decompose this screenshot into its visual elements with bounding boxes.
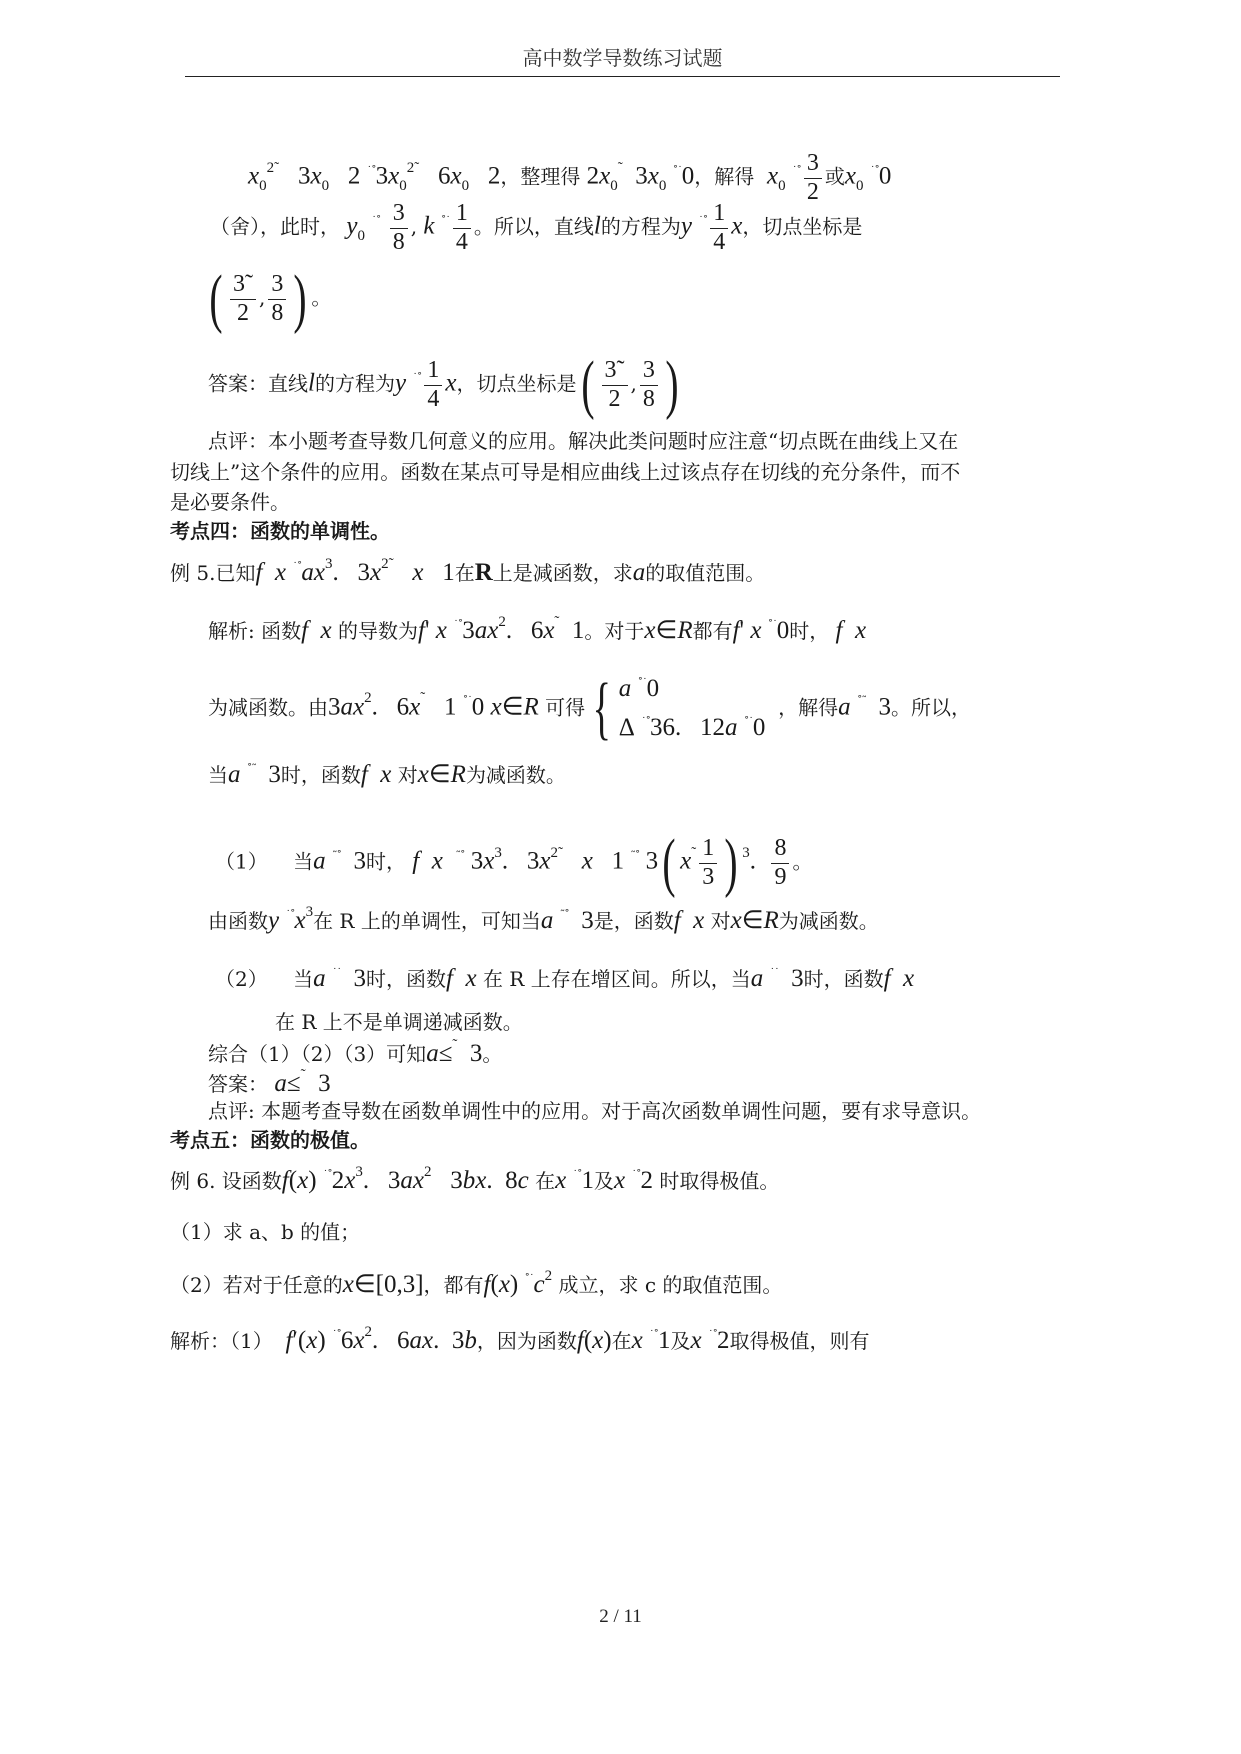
section-5-heading: 考点五：函数的极值。	[170, 1128, 370, 1152]
comment-1c: 是必要条件。	[170, 490, 290, 514]
solution-5-line-4: 由函数y $^{˙˚}x^3$在 R 上的单调性，可知当a ˜˚ 3是，函数f x 对x∈R为减函数。	[208, 904, 879, 934]
question-2: （2）若对于任意的x∈[0,3]，都有f(x) $^{˚˙}c^2$ 成立，求 c 的取值范围。	[170, 1268, 783, 1298]
comment-1b: 切线上”这个条件的应用。函数在某点可导是相应曲线上过该点存在切线的充分条件，而不	[170, 460, 961, 484]
section-4-heading: 考点四：函数的单调性。	[170, 519, 390, 543]
case-1: （1） 当a ˜˚ 3时， f x ˜˚ $3x^3$. $3x^{2˜}$ x 1 ˜˚ 3( x˜ $\frac{1}{3}$ ) $^3$. $\frac{8}{9}$ 。	[215, 826, 813, 899]
case-2: （2） 当a ˙˙ 3时，函数f x 在 R 上存在增区间。所以，当a ˙˙ 3时，函数f x	[215, 965, 915, 992]
solution-6: 解析：（1） f′(x) $^{˙˚}6x^2$. 6ax. 3b，因为函数f(x)在x ˙˚1及x ˙˚2取得极值，则有	[170, 1324, 870, 1354]
answer-2: 答案： a≤˜ 3	[208, 1067, 331, 1097]
comment-1a: 点评：本小题考查导数几何意义的应用。解决此类问题时应注意“切点既在曲线上又在	[208, 429, 959, 453]
case-2-cont: 在 R 上不是单调递减函数。	[275, 1010, 523, 1034]
tangent-point: ( $\frac{3˜}{2}$ , $\frac{3}{8}$ ) 。	[209, 262, 332, 335]
combine-line: 综合（1）（2）（3）可知a≤˜ 3。	[208, 1037, 503, 1067]
answer-line-1: 答案：直线l的方程为y ˙˚ $\frac{1}{4}$ x，切点坐标是( $\frac{3˜}{2}$ , $\frac{3}{8}$ )	[208, 348, 679, 421]
header-title: 高中数学导数练习试题	[522, 46, 723, 70]
solution-line-2: （舍），此时， $y_0$ ˙˚ $\frac{3}{8}$ , k ˚˙ $\frac{1}{4}$ 。所以，直线l的方程为y ˙˚ $\frac{1}{4}$ x，切点坐标是	[210, 200, 863, 255]
question-1: （1）求 a、b 的值；	[170, 1220, 361, 1244]
example-6: 例 6. 设函数f(x) $^{˙˚}2x^3$. $3ax^2$ 3bx. 8c 在x ˙˚1及x ˙˚2 时取得极值。	[170, 1164, 780, 1194]
solution-5-line-1: 解析: 函数f x 的导数为f' x $^{˙˚}3ax^2$. 6x˜ 1。对于x∈R都有f' x ˚˙0时， f x	[208, 614, 867, 644]
comment-2: 点评: 本题考查导数在函数单调性中的应用。对于高次函数单调性问题，要有求导意识。	[208, 1099, 982, 1123]
solution-5-line-3: 当a ˚˜ 3时，函数f x 对x∈R为减函数。	[208, 761, 566, 788]
page-header	[185, 42, 1060, 77]
example-5: 例 5.已知f x $^{˙˚}ax^3$. $3x^{2˜}$ x 1在R上是减函数，求a的取值范围。	[170, 556, 766, 586]
page-number: 2 / 11	[599, 1606, 642, 1627]
solution-line-1: $x_0^{2˜}$ $3x_0$ 2 $^{˙˚}3x_0^{2˜}$ $6x_0$ 2，整理得 $2x_0^˜$ $3x_0$ ˚˙0，解得 $x_0$ ˙˚ $\frac{3}{2}$ 或$x_0$ ˙˚0	[248, 150, 892, 205]
solution-5-line-2: 为减函数。由$3ax^2$. 6x˜ 1 ˚˙0 x∈R 可得 { a ˚˙0 Δ ˙˚36. 12a ˚˙0 ，解得a ˚˜ 3。所以，	[208, 669, 971, 747]
